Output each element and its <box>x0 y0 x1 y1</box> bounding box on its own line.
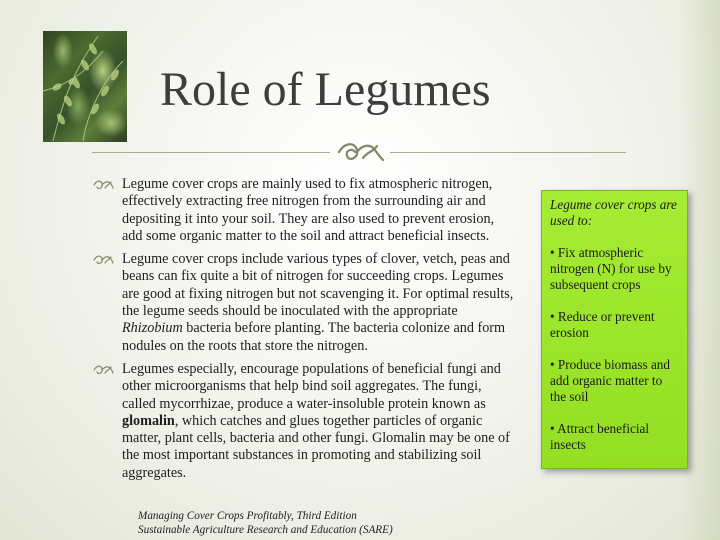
plant-foliage-icon <box>43 31 127 142</box>
bullet-text <box>122 251 513 353</box>
callout-box <box>541 190 688 469</box>
bullet-item <box>92 251 517 355</box>
bullet-list <box>92 176 517 488</box>
legume-plant-photo <box>43 31 127 142</box>
bullet-text: Legume cover crops are mainly used to fix atmospheric nitrogen, effectively extracting free nitrogen from the surrounding air and depositing it into your soil. They are also used to prevent erosion, add some organic matter to the soil and attract beneficial insects. <box>122 176 495 244</box>
bullet-text-part: Legumes especially, encourage populations of beneficial fungi and other microorganisms that help bind soil aggregates. The fungi, called mycorrhizae, produce a water-insoluble protein known as <box>122 360 501 412</box>
flourish-bullet-icon <box>92 363 114 377</box>
callout-item: • Produce biomass and add organic matter to the soil <box>550 357 670 404</box>
bullet-item <box>92 176 517 245</box>
title-divider-left <box>92 152 330 153</box>
callout-item: • Attract beneficial insects <box>550 421 650 452</box>
source-citation <box>138 510 393 537</box>
callout-item: • Reduce or prevent erosion <box>550 309 655 340</box>
glomalin-bold: glomalin <box>122 412 175 429</box>
callout-heading: Legume cover crops are used to: <box>550 197 677 228</box>
bullet-text-part: bacteria before planting. The bacteria colonize and form nodules on the roots that store the nitrogen. <box>122 320 506 354</box>
citation-line-title: Managing Cover Crops Profitably, Third Edition <box>138 510 357 522</box>
callout-item: • Fix atmospheric nitrogen (N) for use by subsequent crops <box>550 245 672 292</box>
flourish-bullet-icon <box>92 178 114 192</box>
bullet-text-part: Legume cover crops include various types of clover, vetch, peas and beans can fix quite a bit of nitrogen for succeeding crops. Legumes are good at fixing nitrogen but not scavenging it. For optimal results, the legume seeds should be inoculated with the appropriate <box>122 251 514 320</box>
slide-title: Role of Legumes <box>160 63 491 116</box>
flourish-bullet-icon <box>92 253 114 267</box>
flourish-ornament-icon <box>335 138 385 166</box>
bullet-item <box>92 361 517 482</box>
rhizobium-italic: Rhizobium <box>122 320 183 337</box>
title-divider-right <box>390 152 626 153</box>
citation-line-publisher: Sustainable Agriculture Research and Education (SARE) <box>138 523 393 536</box>
bullet-text-part: , which catches and glues together particles of organic matter, plant cells, bacteria and other fungi. Glomalin may be one of the most important substances in promoting and stabilizing soil aggregates. <box>122 412 510 481</box>
bullet-text <box>122 361 510 481</box>
